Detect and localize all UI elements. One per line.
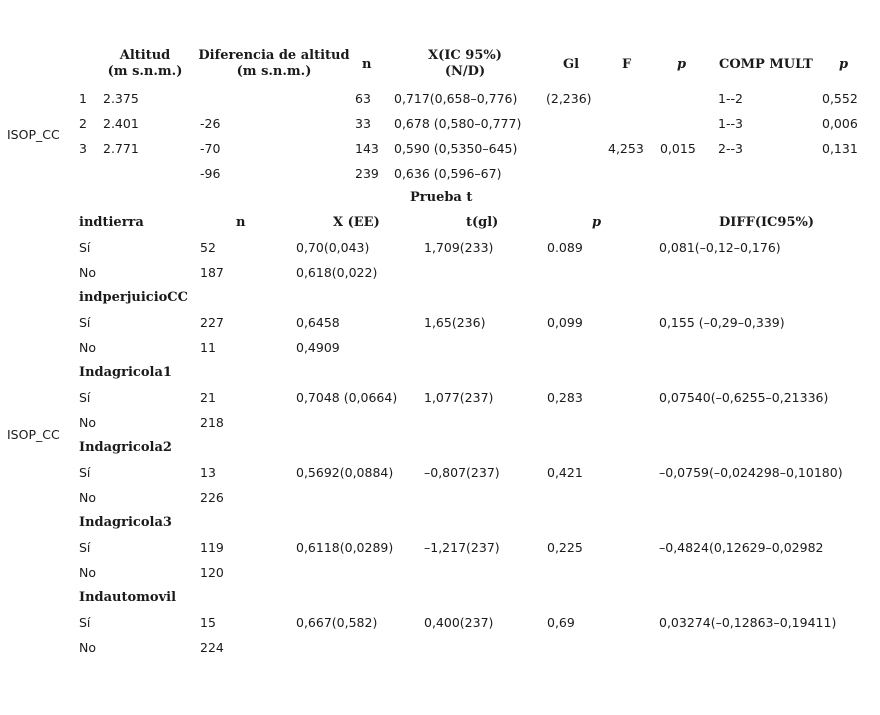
ttest-cell-diff: 0,07540(–0,6255–0,21336) <box>659 390 829 405</box>
header-x-ic95 <box>405 48 525 80</box>
ttest-cell-p: 0,099 <box>547 315 583 330</box>
ttest-cell-label: No <box>79 340 96 355</box>
ttest-cell-n: 21 <box>200 390 216 405</box>
header-p: p <box>677 57 687 72</box>
ttest-cell-label: Sí <box>79 390 91 405</box>
header-diferencia-line1: Diferencia de altitud <box>198 48 350 63</box>
header-gl: Gl <box>563 57 580 72</box>
header-altitud-line2: (m s.n.m.) <box>107 64 183 79</box>
ttest-cell-t: 1,077(237) <box>424 390 494 405</box>
ttest-cell-x: 0,70(0,043) <box>296 240 370 255</box>
ttest-cell-n: 13 <box>200 465 216 480</box>
anova-x: 0,717(0,658–0,776) <box>394 91 518 106</box>
anova-n: 33 <box>355 116 371 131</box>
ttest-header-p: p <box>592 215 602 230</box>
anova-x: 0,636 (0,596–67) <box>394 166 502 181</box>
anova-idx: 3 <box>79 141 87 156</box>
ttest-cell-n: 52 <box>200 240 216 255</box>
ttest-cell-x: 0,6118(0,0289) <box>296 540 394 555</box>
ttest-cell-p: 0,69 <box>547 615 575 630</box>
header-diferencia <box>195 48 353 80</box>
anova-idx: 1 <box>79 91 87 106</box>
anova-x: 0,678 (0,580–0,777) <box>394 116 522 131</box>
ttest-variable-name: Indagricola3 <box>79 515 172 530</box>
ttest-cell-n: 226 <box>200 490 224 505</box>
anova-f: 4,253 <box>608 141 644 156</box>
ttest-cell-x: 0,5692(0,0884) <box>296 465 394 480</box>
ttest-variable-name: Indautomovil <box>79 590 177 605</box>
ttest-cell-n: 120 <box>200 565 224 580</box>
ttest-cell-x: 0,6458 <box>296 315 340 330</box>
ttest-cell-label: Sí <box>79 465 91 480</box>
anova-p2: 0,006 <box>822 116 858 131</box>
ttest-cell-label: Sí <box>79 540 91 555</box>
ttest-variable-name: Indagricola2 <box>79 440 172 455</box>
ttest-cell-label: No <box>79 415 96 430</box>
anova-n: 239 <box>355 166 379 181</box>
anova-altitud: 2.375 <box>103 91 139 106</box>
anova-comp: 1--3 <box>718 116 743 131</box>
anova-n: 143 <box>355 141 379 156</box>
header-altitud-line1: Altitud <box>119 48 171 63</box>
header-x-line2: (N/D) <box>444 64 486 79</box>
ttest-cell-p: 0,225 <box>547 540 583 555</box>
ttest-cell-n: 15 <box>200 615 216 630</box>
ttest-cell-n: 119 <box>200 540 224 555</box>
ttest-cell-n: 187 <box>200 265 224 280</box>
header-f: F <box>622 57 632 72</box>
ttest-cell-x: 0,4909 <box>296 340 340 355</box>
ttest-cell-n: 11 <box>200 340 216 355</box>
anova-p2: 0,131 <box>822 141 858 156</box>
ttest-cell-x: 0,7048 (0,0664) <box>296 390 398 405</box>
ttest-title: Prueba t <box>410 190 473 205</box>
ttest-header-diff: DIFF(IC95%) <box>719 215 814 230</box>
header-n: n <box>362 57 372 72</box>
anova-x: 0,590 (0,5350–645) <box>394 141 518 156</box>
header-diferencia-line2: (m s.n.m.) <box>236 64 312 79</box>
ttest-cell-label: No <box>79 265 96 280</box>
ttest-cell-label: No <box>79 640 96 655</box>
ttest-cell-n: 227 <box>200 315 224 330</box>
header-altitud <box>103 48 187 80</box>
header-p2: p <box>839 57 849 72</box>
ttest-variable-name: indperjuicioCC <box>79 290 189 305</box>
ttest-cell-x: 0,667(0,582) <box>296 615 378 630</box>
anova-p: 0,015 <box>660 141 696 156</box>
ttest-header-x: X (EE) <box>333 215 380 230</box>
anova-diferencia: -96 <box>200 166 221 181</box>
ttest-cell-t: 0,400(237) <box>424 615 494 630</box>
row-label-ttest: ISOP_CC <box>7 427 60 442</box>
anova-p2: 0,552 <box>822 91 858 106</box>
anova-n: 63 <box>355 91 371 106</box>
anova-idx: 2 <box>79 116 87 131</box>
ttest-cell-t: –1,217(237) <box>424 540 500 555</box>
ttest-header-t: t(gl) <box>466 215 499 230</box>
ttest-cell-x: 0,618(0,022) <box>296 265 378 280</box>
ttest-cell-diff: 0,03274(–0,12863–0,19411) <box>659 615 837 630</box>
ttest-cell-p: 0.089 <box>547 240 583 255</box>
anova-altitud: 2.771 <box>103 141 139 156</box>
ttest-cell-diff: –0,4824(0,12629–0,02982 <box>659 540 824 555</box>
ttest-header-n: n <box>236 215 246 230</box>
ttest-header-var: indtierra <box>79 215 144 230</box>
ttest-cell-n: 224 <box>200 640 224 655</box>
ttest-cell-label: Sí <box>79 240 91 255</box>
ttest-cell-label: No <box>79 490 96 505</box>
ttest-cell-label: Sí <box>79 615 91 630</box>
ttest-cell-diff: –0,0759(–0,024298–0,10180) <box>659 465 843 480</box>
anova-gl: (2,236) <box>546 91 592 106</box>
ttest-cell-t: 1,65(236) <box>424 315 486 330</box>
ttest-cell-label: No <box>79 565 96 580</box>
row-label-anova: ISOP_CC <box>7 127 60 142</box>
ttest-cell-diff: 0,155 (–0,29–0,339) <box>659 315 785 330</box>
ttest-variable-name: Indagricola1 <box>79 365 172 380</box>
anova-diferencia: -70 <box>200 141 221 156</box>
ttest-cell-p: 0,421 <box>547 465 583 480</box>
anova-altitud: 2.401 <box>103 116 139 131</box>
ttest-cell-t: 1,709(233) <box>424 240 494 255</box>
ttest-cell-label: Sí <box>79 315 91 330</box>
header-x-line1: X(IC 95%) <box>428 48 502 63</box>
ttest-cell-p: 0,283 <box>547 390 583 405</box>
ttest-cell-t: –0,807(237) <box>424 465 500 480</box>
header-comp-mult: COMP MULT <box>719 57 813 72</box>
ttest-cell-n: 218 <box>200 415 224 430</box>
anova-diferencia: -26 <box>200 116 221 131</box>
anova-comp: 1--2 <box>718 91 743 106</box>
anova-comp: 2--3 <box>718 141 743 156</box>
ttest-cell-diff: 0,081(–0,12–0,176) <box>659 240 781 255</box>
